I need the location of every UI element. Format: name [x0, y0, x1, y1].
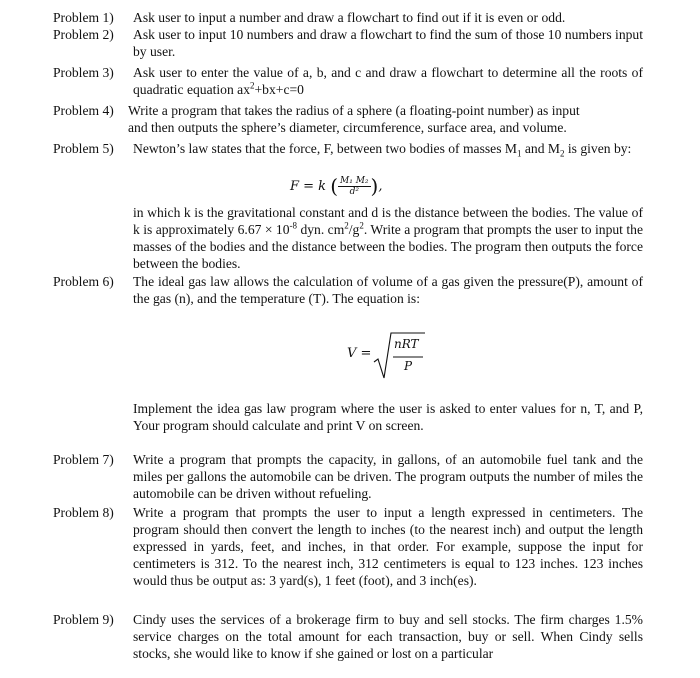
problem-8	[53, 504, 643, 589]
exponent: 2	[250, 80, 255, 91]
formula-tail: ,	[378, 179, 383, 194]
fraction	[338, 176, 371, 197]
explain-a: in which k is the gravitational constant and d is the distance between the bodies. The value of k is approximately 6.67 × 10	[133, 205, 643, 237]
problem-text-continued: and then outputs the sphere’s diameter, circumference, surface area, and volume.	[128, 120, 567, 135]
formula-lhs: V =	[347, 346, 372, 361]
paren-close: )	[370, 174, 379, 198]
problem-label: Problem 1)	[53, 10, 114, 25]
subscript: 1	[516, 148, 522, 159]
problem-text	[133, 64, 643, 98]
problem-text	[133, 140, 643, 157]
problem-text: Write a program that prompts the capacity, in gallons, of an automobile fuel tank and the miles per gallons the automobile can be driven. The program outputs the number of miles the automobile can be driven without refueling.	[133, 452, 643, 501]
newton-formula	[290, 176, 382, 197]
problem-text-a: Newton’s law states that the force, F, between two bodies of masses M	[133, 141, 517, 156]
problem-text: Ask user to input a number and draw a flowchart to find out if it is even or odd.	[133, 10, 566, 25]
problem-label: Problem 6)	[53, 274, 114, 289]
problem-label: Problem 8)	[53, 505, 114, 520]
problem-4	[53, 102, 643, 136]
explain-c: /g	[348, 222, 360, 237]
problem-3	[53, 64, 643, 98]
problem-text-b: +bx+c=0	[254, 82, 304, 97]
gas-law-formula	[347, 330, 427, 380]
problem-7	[53, 451, 643, 502]
problem-label: Problem 2)	[53, 27, 114, 42]
problem-label: Problem 9)	[53, 612, 114, 627]
gas-law-explanation: Implement the idea gas law program where the user is asked to enter values for n, T, and P, Your program should calculate and print V on screen.	[133, 401, 643, 433]
problem-text: Cindy uses the services of a brokerage firm to buy and sell stocks. The firm charges 1.5% service charges on the total amount for each transaction, buy or sell. When Cindy sells stocks, she would like to know if she gained or lost on a particular	[133, 612, 643, 661]
formula-lhs: F = k	[290, 179, 327, 194]
fraction-denominator: P	[404, 359, 413, 373]
newton-explanation	[133, 204, 643, 272]
problem-text: The ideal gas law allows the calculation of volume of a gas given the pressure(P), amount of the gas (n), and the temperature (T). The equation is:	[133, 274, 643, 306]
problem-label: Problem 7)	[53, 452, 114, 467]
fraction-numerator: M₁ M₂	[340, 176, 369, 186]
explain-d: . Write a program that prompts the user to input the masses of the bodies and the distance between the bodies. The program then outputs the force between the bodies.	[133, 222, 643, 271]
problem-2	[53, 26, 643, 60]
exponent: -8	[289, 220, 298, 231]
problem-text-b: and M	[521, 141, 560, 156]
exponent: 2	[344, 220, 349, 231]
problem-text: Write a program that takes the radius of a sphere (a floating-point number) as input	[128, 103, 580, 118]
problem-1	[53, 9, 643, 26]
exponent: 2	[359, 220, 364, 231]
problem-9	[53, 611, 643, 662]
problem-5	[53, 140, 643, 157]
problem-label: Problem 3)	[53, 65, 114, 80]
fraction-denominator: d²	[349, 187, 359, 197]
problem-text-c: is given by:	[564, 141, 632, 156]
problem-text: Ask user to input 10 numbers and draw a flowchart to find the sum of those 10 numbers input by user.	[133, 27, 643, 59]
subscript: 2	[560, 148, 565, 159]
problem-6	[53, 273, 643, 307]
fraction-numerator: nRT	[394, 337, 419, 351]
paren-open: (	[330, 174, 339, 198]
problem-label: Problem 4)	[53, 103, 114, 118]
explain-b: dyn. cm	[297, 222, 345, 237]
problem-label: Problem 5)	[53, 141, 114, 156]
problem-text: Write a program that prompts the user to input a length expressed in centimeters. The program should then convert the length to inches (to the nearest inch) and output the length expressed in yards, feet, and inches, in that order. For example, suppose the input for centimeters is 312. To the nearest inch, 312 centimeters is equal to 123 inches. 123 inches would thus be output as: 3 yard(s), 1 feet (foot), and 3 inch(es).	[133, 505, 643, 588]
problem-text-a: Ask user to enter the value of a, b, and c and draw a flowchart to determine all the roots of quadratic equation ax	[133, 65, 643, 97]
